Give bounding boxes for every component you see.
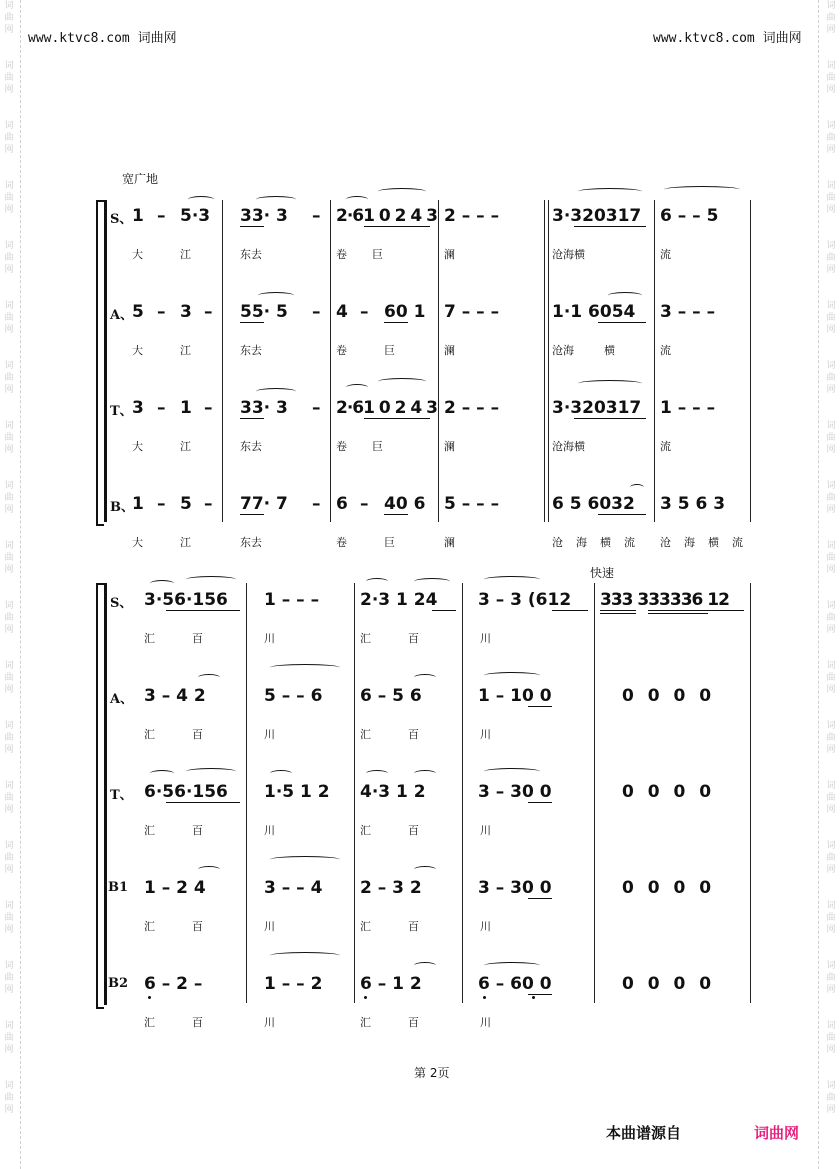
lyric: 川 [480, 728, 491, 741]
note: – [204, 494, 213, 514]
underline [528, 898, 552, 899]
lyric: 江 [180, 248, 191, 261]
lyric: 汇 [360, 824, 371, 837]
barline [330, 200, 331, 522]
watermark-text: 词曲网 [4, 481, 14, 515]
note: 6 5 6032 [552, 494, 635, 514]
watermark-text: 词曲网 [4, 1081, 14, 1115]
note: 3 – 30 0 [478, 782, 552, 802]
lyric: 巨 [372, 248, 383, 261]
lyric: 流 [732, 536, 743, 549]
note: 1 – 2 4 [144, 878, 206, 898]
watermark-text: 词曲网 [4, 961, 14, 995]
barline [594, 583, 595, 1003]
right-watermark [824, 0, 838, 1169]
underline [574, 226, 646, 227]
note: 1·5 1 2 [264, 782, 330, 802]
lyric: 卷 [336, 344, 347, 357]
part-label-soprano-2: S、 [110, 596, 133, 611]
note: 3 5 6 3 [660, 494, 726, 514]
lyric: 横 [604, 344, 615, 357]
lyric: 巨 [384, 536, 395, 549]
lyric: 大 [132, 248, 143, 261]
lyric: 川 [264, 1016, 275, 1029]
barline [354, 583, 355, 1003]
lyric: 流 [660, 440, 671, 453]
watermark-text: 词曲网 [4, 61, 14, 95]
lyric: 东去 [240, 536, 262, 549]
slur [256, 388, 296, 395]
watermark-text: 词曲网 [826, 661, 836, 695]
slur [270, 770, 292, 777]
lyric: 沧 [660, 536, 671, 549]
watermark-text: 词曲网 [826, 841, 836, 875]
watermark-text: 词曲网 [4, 181, 14, 215]
watermark-text: 词曲网 [4, 361, 14, 395]
note: – [312, 206, 321, 226]
underline [166, 610, 240, 611]
lyric: 沧海横 [552, 248, 585, 261]
lyric: 汇 [360, 632, 371, 645]
barline [222, 200, 223, 522]
low-octave-dot [148, 996, 151, 999]
slur [484, 768, 540, 775]
lyric: 川 [480, 824, 491, 837]
barline [246, 583, 247, 1003]
lyric: 澜 [444, 248, 455, 261]
low-octave-dot [483, 996, 486, 999]
lyric: 东去 [240, 440, 262, 453]
part-label-alto: A、 [110, 308, 134, 323]
barline [548, 200, 549, 522]
lyric: 大 [132, 536, 143, 549]
slur [186, 768, 236, 775]
brand-logo[interactable]: 词曲网 [754, 1124, 800, 1142]
note: 6 [336, 494, 348, 514]
page-number: 第 2页 [414, 1066, 450, 1080]
slur [578, 188, 642, 195]
note: 0 0 0 0 [622, 878, 716, 898]
lyric: 百 [192, 728, 203, 741]
note: – [157, 206, 166, 226]
slur [578, 380, 642, 387]
watermark-text: 词曲网 [4, 601, 14, 635]
note: 6 – 1 2 [360, 974, 422, 994]
tempo-marking-1: 宽广地 [122, 172, 159, 186]
note: 3·56·156 [144, 590, 228, 610]
lyric: 汇 [360, 1016, 371, 1029]
underline [600, 613, 636, 614]
part-label-bass: B、 [110, 500, 134, 515]
lyric: 海 [576, 536, 587, 549]
lyric: 川 [480, 1016, 491, 1029]
note: 5 [132, 302, 144, 322]
note: – [312, 494, 321, 514]
lyric: 汇 [144, 824, 155, 837]
note: 3 [180, 302, 192, 322]
watermark-text: 词曲网 [826, 601, 836, 635]
note: – [157, 302, 166, 322]
note: 1 – – – [660, 398, 716, 418]
lyric: 流 [624, 536, 635, 549]
part-label-tenor: T、 [110, 404, 133, 419]
underline [528, 706, 552, 707]
lyric: 大 [132, 344, 143, 357]
left-watermark [2, 0, 16, 1169]
note: – [204, 302, 213, 322]
lyric: 澜 [444, 536, 455, 549]
note: 7 – – – [444, 302, 500, 322]
lyric: 海 [684, 536, 695, 549]
watermark-text: 词曲网 [826, 1, 836, 35]
underline [574, 418, 646, 419]
note: 2 – – – [444, 206, 500, 226]
note: 3 – – 4 [264, 878, 323, 898]
low-octave-dot [364, 996, 367, 999]
slur [630, 484, 644, 491]
note: 77· 7 [240, 494, 288, 514]
part-label-tenor-2: T、 [110, 788, 133, 803]
lyric: 东去 [240, 344, 262, 357]
lyric: 卷 [336, 440, 347, 453]
slur [366, 578, 388, 585]
watermark-text: 词曲网 [826, 1081, 836, 1115]
header-right [653, 27, 802, 46]
note: – [312, 398, 321, 418]
lyric: 川 [480, 920, 491, 933]
header-left-site: 词曲网 [137, 31, 177, 46]
slur [378, 378, 426, 385]
underline [600, 610, 636, 611]
slur [188, 196, 214, 203]
lyric: 巨 [372, 440, 383, 453]
watermark-text: 词曲网 [4, 241, 14, 275]
slur [258, 292, 294, 299]
lyric: 百 [408, 824, 419, 837]
lyric: 百 [408, 728, 419, 741]
note: 0 0 0 0 [622, 974, 716, 994]
watermark-text: 词曲网 [4, 901, 14, 935]
note: – [157, 398, 166, 418]
header-left-url[interactable]: www.ktvc8.com [28, 31, 130, 46]
header-right-site: 词曲网 [762, 31, 802, 46]
slur [346, 384, 368, 391]
slur [484, 962, 540, 969]
barline [750, 200, 751, 522]
watermark-text: 词曲网 [826, 181, 836, 215]
header-left [28, 27, 177, 46]
underline [384, 514, 408, 515]
slur [484, 576, 540, 583]
lyric: 流 [660, 248, 671, 261]
underline [240, 322, 264, 323]
note: 3 [132, 398, 144, 418]
note: 1 – – – [264, 590, 320, 610]
lyric: 川 [264, 824, 275, 837]
note: 6 – 2 – [144, 974, 203, 994]
note: – [157, 494, 166, 514]
lyric: 澜 [444, 344, 455, 357]
underline [432, 610, 456, 611]
note: 2·61 0 2 4 3 [336, 398, 437, 418]
watermark-text: 词曲网 [826, 541, 836, 575]
slur [346, 196, 368, 203]
underline [364, 226, 430, 227]
underline [648, 610, 744, 611]
watermark-text: 词曲网 [4, 121, 14, 155]
lyric: 横 [600, 536, 611, 549]
watermark-text: 词曲网 [826, 421, 836, 455]
note: 1·1 6054 [552, 302, 636, 322]
note: 1 [132, 494, 144, 514]
barline [438, 200, 439, 522]
lyric: 川 [264, 632, 275, 645]
watermark-text: 词曲网 [826, 301, 836, 335]
note: 3 – 3 (612 [478, 590, 572, 610]
note: 6 – 5 6 [360, 686, 422, 706]
note: 6 – – 5 [660, 206, 719, 226]
system1-bracket [96, 200, 104, 526]
lyric: 流 [660, 344, 671, 357]
lyric: 澜 [444, 440, 455, 453]
underline [166, 802, 240, 803]
note: 6·56·156 [144, 782, 228, 802]
lyric: 卷 [336, 536, 347, 549]
slur [414, 770, 436, 777]
underline [240, 418, 264, 419]
watermark-text: 词曲网 [826, 361, 836, 395]
watermark-text: 词曲网 [826, 721, 836, 755]
slur [270, 856, 340, 863]
watermark-text: 词曲网 [4, 721, 14, 755]
slur [270, 664, 340, 671]
underline [384, 322, 408, 323]
note: 3 – 4 2 [144, 686, 206, 706]
note: 2·61 0 2 4 3 [336, 206, 437, 226]
underline [528, 994, 552, 995]
note: 33· 3 [240, 398, 288, 418]
note: 1 [180, 398, 192, 418]
lyric: 江 [180, 440, 191, 453]
barline [544, 200, 545, 522]
barline [654, 200, 655, 522]
note: 5 – – – [444, 494, 500, 514]
lyric: 巨 [384, 344, 395, 357]
note: 33· 3 [240, 206, 288, 226]
note: – [360, 302, 369, 322]
lyric: 大 [132, 440, 143, 453]
note: 4 [336, 302, 348, 322]
underline [552, 610, 588, 611]
watermark-text: 词曲网 [4, 1, 14, 35]
slur [150, 770, 174, 777]
watermark-text: 词曲网 [4, 661, 14, 695]
slur [484, 672, 540, 679]
slur [150, 580, 174, 587]
slur [414, 578, 450, 585]
note: 1 – – 2 [264, 974, 323, 994]
source-label: 本曲谱源自 [606, 1124, 682, 1142]
watermark-text: 词曲网 [826, 241, 836, 275]
lyric: 汇 [144, 1016, 155, 1029]
slur [664, 186, 740, 193]
part-label-bass2: B2 [108, 976, 129, 991]
note: 2 – – – [444, 398, 500, 418]
lyric: 汇 [144, 728, 155, 741]
right-margin-line [818, 0, 819, 1169]
slur [198, 674, 220, 681]
watermark-text: 词曲网 [826, 481, 836, 515]
note: 5·3 [180, 206, 211, 226]
watermark-text: 词曲网 [4, 541, 14, 575]
slur [270, 952, 340, 959]
lyric: 江 [180, 536, 191, 549]
slur [378, 188, 426, 195]
note: 55· 5 [240, 302, 288, 322]
note: 6 – 60 0 [478, 974, 552, 994]
note: 5 – – 6 [264, 686, 323, 706]
note: 4·3 1 2 [360, 782, 426, 802]
lyric: 沧海横 [552, 440, 585, 453]
slur [186, 576, 236, 583]
lyric: 汇 [144, 920, 155, 933]
slur [608, 292, 642, 299]
lyric: 江 [180, 344, 191, 357]
lyric: 卷 [336, 248, 347, 261]
slur [198, 866, 220, 873]
note: 3·320317 [552, 206, 642, 226]
note: 2·3 1 24 [360, 590, 438, 610]
note: 0 0 0 0 [622, 782, 716, 802]
note: 5 [180, 494, 192, 514]
lyric: 横 [708, 536, 719, 549]
note: 1 [132, 206, 144, 226]
underline [240, 514, 264, 515]
slur [414, 674, 436, 681]
watermark-text: 词曲网 [826, 781, 836, 815]
slur [256, 196, 296, 203]
note: 0 0 0 0 [622, 686, 716, 706]
note: 60 1 [384, 302, 426, 322]
part-label-alto-2: A、 [110, 692, 134, 707]
underline [598, 514, 646, 515]
lyric: 汇 [360, 920, 371, 933]
lyric: 百 [408, 920, 419, 933]
lyric: 百 [408, 632, 419, 645]
barline [750, 583, 751, 1003]
note: 2 – 3 2 [360, 878, 422, 898]
watermark-text: 词曲网 [826, 901, 836, 935]
note: – [360, 494, 369, 514]
left-margin-line [20, 0, 21, 1169]
note: 40 6 [384, 494, 426, 514]
note: 3·320317 [552, 398, 642, 418]
header-right-url[interactable]: www.ktvc8.com [653, 31, 755, 46]
lyric: 东去 [240, 248, 262, 261]
low-octave-dot [532, 996, 535, 999]
underline [648, 613, 708, 614]
underline [240, 226, 264, 227]
lyric: 汇 [144, 632, 155, 645]
lyric: 川 [264, 728, 275, 741]
note: 1 – 10 0 [478, 686, 552, 706]
slur [414, 962, 436, 969]
note: 3 – – – [660, 302, 716, 322]
system2-bracket [96, 583, 104, 1009]
system1-start-barline [104, 200, 107, 522]
watermark-text: 词曲网 [4, 781, 14, 815]
watermark-text: 词曲网 [4, 1021, 14, 1055]
system2-start-barline [104, 583, 107, 1005]
lyric: 百 [408, 1016, 419, 1029]
lyric: 川 [480, 632, 491, 645]
watermark-text: 词曲网 [826, 961, 836, 995]
lyric: 沧 [552, 536, 563, 549]
lyric: 百 [192, 632, 203, 645]
note: – [204, 398, 213, 418]
watermark-text: 词曲网 [826, 121, 836, 155]
lyric: 百 [192, 1016, 203, 1029]
underline [364, 418, 430, 419]
underline [598, 322, 646, 323]
watermark-text: 词曲网 [4, 841, 14, 875]
underline [528, 802, 552, 803]
lyric: 川 [264, 920, 275, 933]
barline [462, 583, 463, 1003]
note: 333 333336 12 [600, 590, 729, 610]
watermark-text: 词曲网 [4, 421, 14, 455]
watermark-text: 词曲网 [826, 61, 836, 95]
lyric: 汇 [360, 728, 371, 741]
slur [366, 770, 388, 777]
watermark-text: 词曲网 [4, 301, 14, 335]
part-label-bass1: B1 [108, 880, 129, 895]
tempo-marking-2: 快速 [590, 566, 615, 580]
lyric: 百 [192, 920, 203, 933]
part-label-soprano: S、 [110, 212, 133, 227]
note: 3 – 30 0 [478, 878, 552, 898]
note: – [312, 302, 321, 322]
slur [414, 866, 436, 873]
lyric: 百 [192, 824, 203, 837]
watermark-text: 词曲网 [826, 1021, 836, 1055]
lyric: 沧海 [552, 344, 574, 357]
